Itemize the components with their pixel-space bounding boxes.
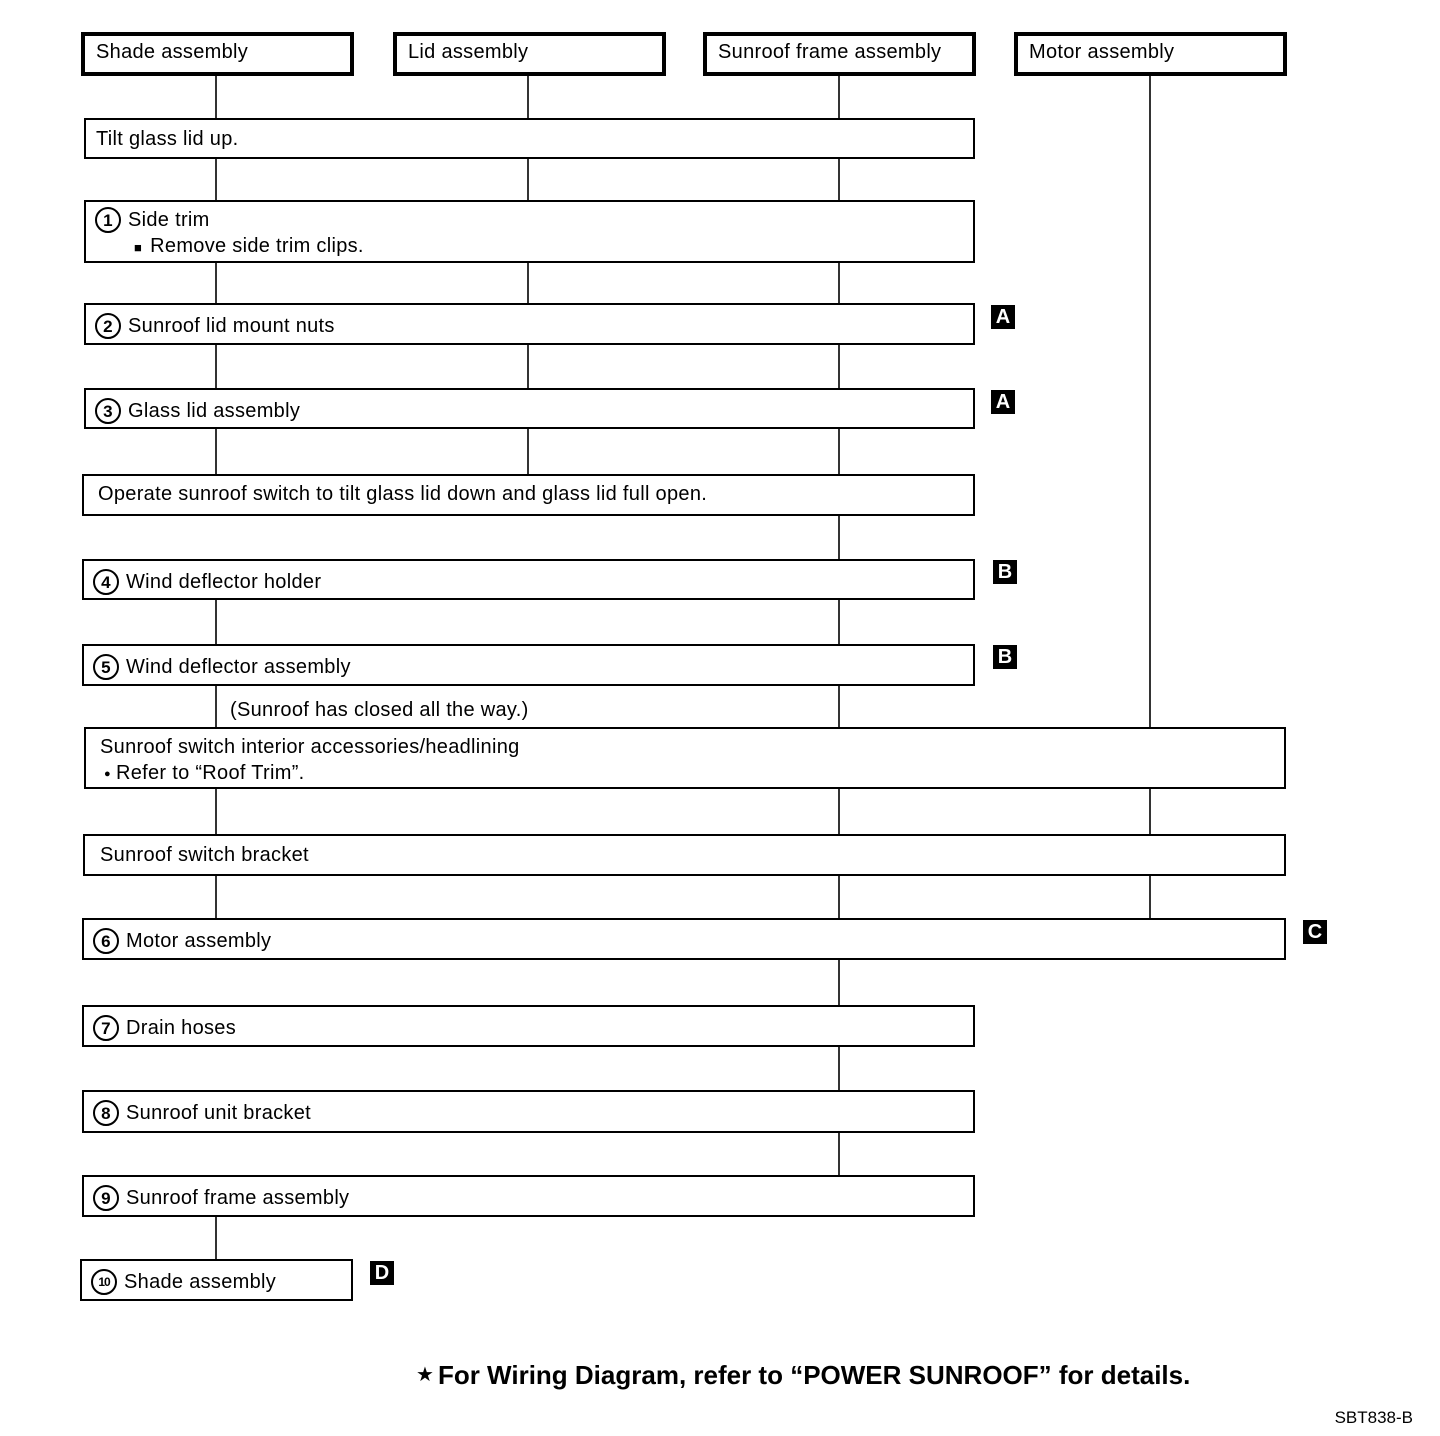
step-number-2: 2 bbox=[95, 313, 121, 339]
header-label: Sunroof frame assembly bbox=[718, 41, 942, 63]
step-row bbox=[95, 207, 210, 233]
step-operate-sunroof-switch bbox=[82, 474, 975, 516]
header-sunroof-frame-assembly bbox=[703, 32, 976, 76]
step-label: Sunroof switch interior accessories/headlining bbox=[100, 736, 520, 758]
step-sub-note bbox=[134, 235, 364, 258]
step-row bbox=[93, 569, 321, 595]
step-4-wind-deflector-holder bbox=[82, 559, 975, 600]
step-row bbox=[93, 654, 351, 680]
header-label: Motor assembly bbox=[1029, 41, 1175, 63]
step-number-10: 10 bbox=[91, 1269, 117, 1295]
step-row bbox=[93, 928, 271, 954]
step-label: Tilt glass lid up. bbox=[96, 128, 239, 150]
header-motor-assembly bbox=[1014, 32, 1287, 76]
step-row bbox=[95, 398, 300, 424]
wiring-diagram-footnote bbox=[416, 1360, 1190, 1391]
step-9-sunroof-frame-assembly bbox=[82, 1175, 975, 1217]
step-label: Side trim bbox=[128, 208, 210, 231]
reference-tag-a: A bbox=[991, 390, 1015, 414]
step-label: Sunroof lid mount nuts bbox=[128, 314, 335, 337]
step-number-5: 5 bbox=[93, 654, 119, 680]
step-label: Sunroof unit bracket bbox=[126, 1101, 311, 1124]
reference-tag-b: B bbox=[993, 645, 1017, 669]
footnote-text: For Wiring Diagram, refer to “POWER SUNROOF” for details. bbox=[437, 1360, 1191, 1390]
header-label: Shade assembly bbox=[96, 41, 249, 63]
step-tilt-glass-lid-up bbox=[84, 118, 975, 159]
reference-tag-b: B bbox=[993, 560, 1017, 584]
header-label: Lid assembly bbox=[408, 41, 529, 63]
step-1-side-trim bbox=[84, 200, 975, 263]
step-label: Motor assembly bbox=[126, 929, 272, 952]
step-label: Wind deflector holder bbox=[126, 570, 322, 593]
step-label: Glass lid assembly bbox=[128, 399, 301, 422]
step-row bbox=[91, 1269, 276, 1295]
sub-note-text: Refer to “Roof Trim”. bbox=[115, 762, 305, 784]
step-row bbox=[100, 844, 309, 867]
step-10-shade-assembly bbox=[80, 1259, 353, 1301]
step-label: Drain hoses bbox=[126, 1016, 237, 1039]
step-label: Shade assembly bbox=[124, 1270, 277, 1293]
reference-tag-d: D bbox=[370, 1261, 394, 1285]
step-2-sunroof-lid-mount-nuts bbox=[84, 303, 975, 345]
step-number-9: 9 bbox=[93, 1185, 119, 1211]
step-number-3: 3 bbox=[95, 398, 121, 424]
step-row bbox=[93, 1100, 311, 1126]
header-lid-assembly bbox=[393, 32, 666, 76]
step-row bbox=[98, 483, 707, 506]
step-7-drain-hoses bbox=[82, 1005, 975, 1047]
step-label: Sunroof frame assembly bbox=[126, 1186, 350, 1209]
step-number-4: 4 bbox=[93, 569, 119, 595]
step-8-sunroof-unit-bracket bbox=[82, 1090, 975, 1133]
step-sunroof-switch-interior-accessories bbox=[84, 727, 1286, 789]
step-3-glass-lid-assembly bbox=[84, 388, 975, 429]
sub-note-text: Remove side trim clips. bbox=[150, 235, 364, 257]
square-bullet-icon: ■ bbox=[134, 240, 143, 255]
sunroof-closed-note: (Sunroof has closed all the way.) bbox=[230, 699, 529, 721]
figure-code: SBT838-B bbox=[1334, 1408, 1413, 1427]
step-sunroof-switch-bracket bbox=[83, 834, 1286, 876]
header-shade-assembly bbox=[81, 32, 354, 76]
step-row bbox=[96, 128, 239, 151]
step-label: Sunroof switch bracket bbox=[100, 844, 309, 866]
step-number-6: 6 bbox=[93, 928, 119, 954]
reference-tag-c: C bbox=[1303, 920, 1327, 944]
star-icon: ★ bbox=[416, 1364, 434, 1386]
step-row bbox=[100, 736, 520, 759]
step-row bbox=[93, 1185, 349, 1211]
round-bullet-icon: ● bbox=[104, 768, 111, 780]
step-number-8: 8 bbox=[93, 1100, 119, 1126]
step-row bbox=[95, 313, 335, 339]
step-number-7: 7 bbox=[93, 1015, 119, 1041]
step-6-motor-assembly bbox=[82, 918, 1286, 960]
reference-tag-a: A bbox=[991, 305, 1015, 329]
step-number-1: 1 bbox=[95, 207, 121, 233]
step-sub-note bbox=[104, 762, 305, 785]
step-5-wind-deflector-assembly bbox=[82, 644, 975, 686]
step-label: Wind deflector assembly bbox=[126, 655, 351, 678]
step-row bbox=[93, 1015, 236, 1041]
step-label: Operate sunroof switch to tilt glass lid down and glass lid full open. bbox=[98, 483, 708, 505]
